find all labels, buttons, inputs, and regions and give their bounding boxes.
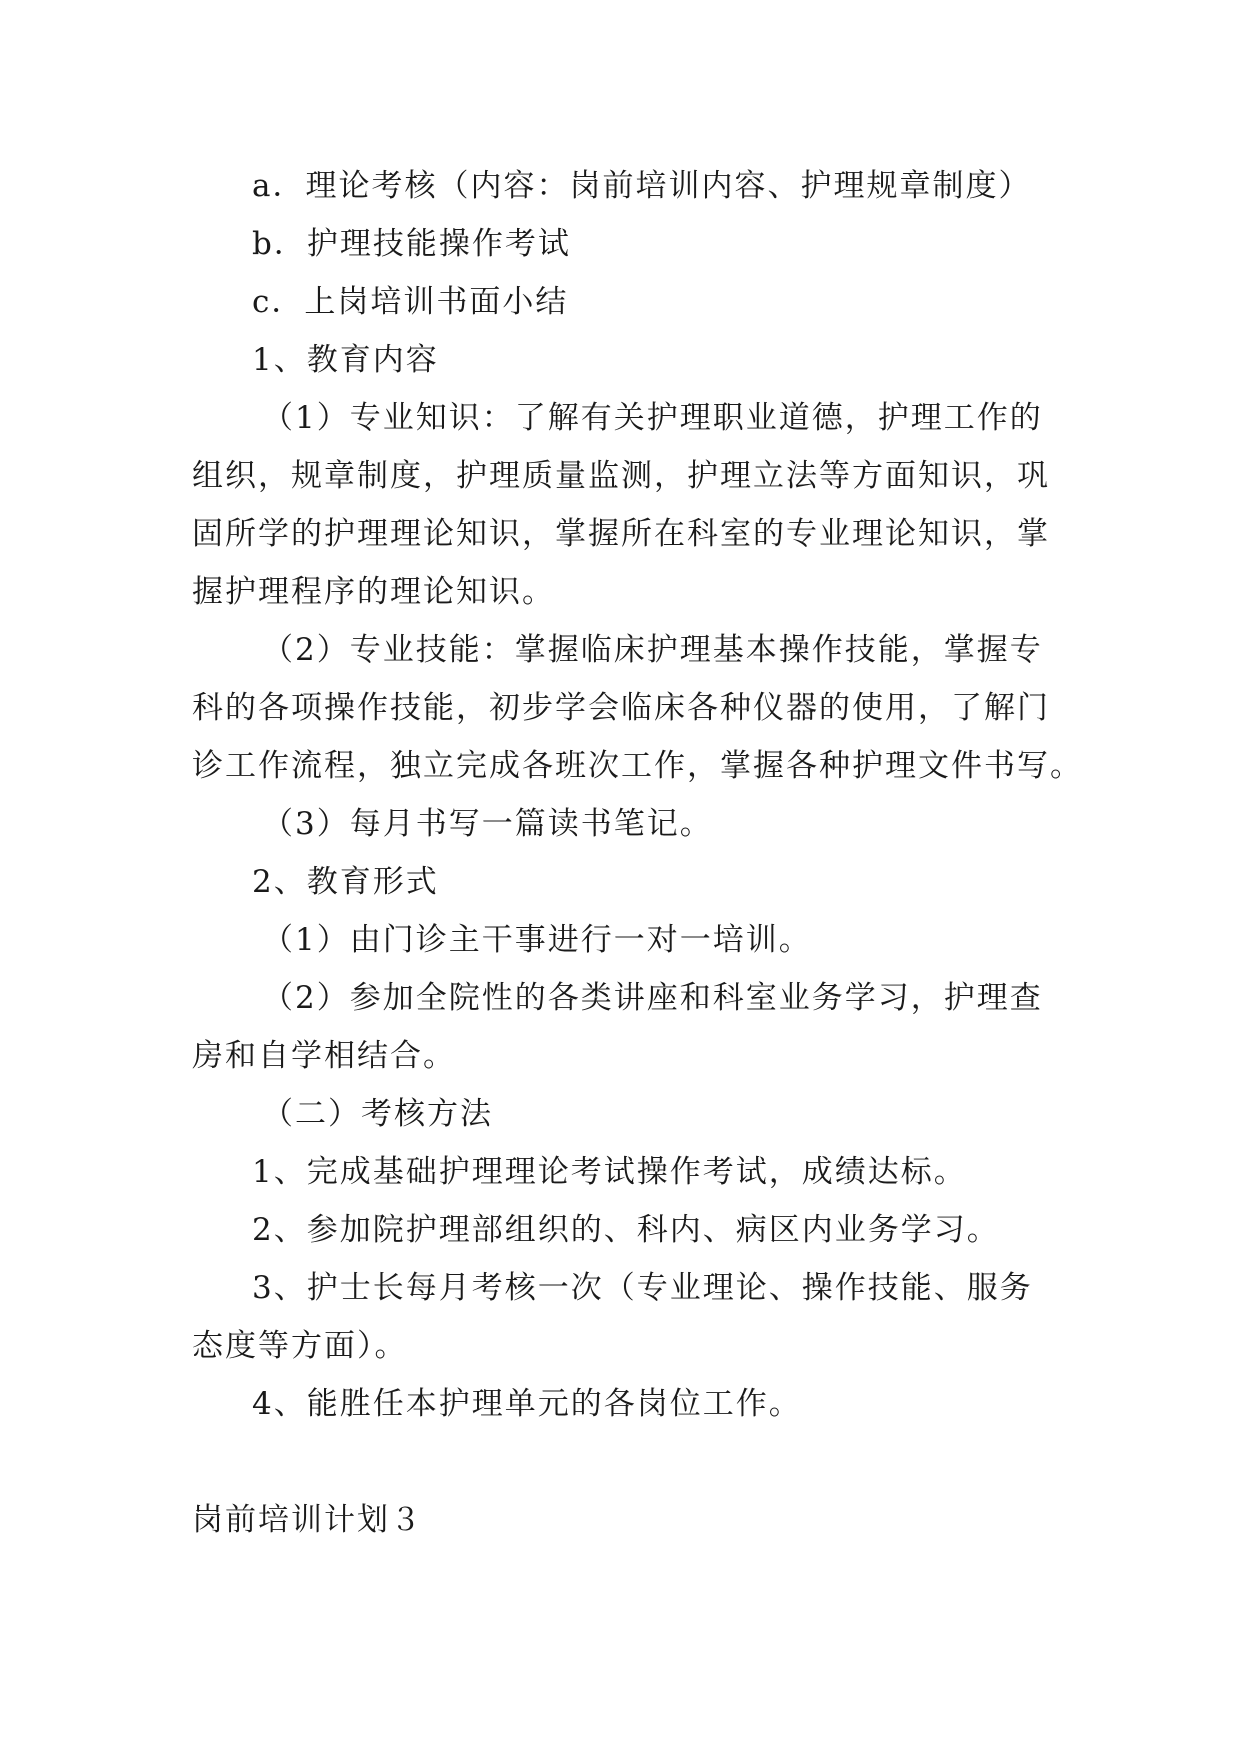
text-line-professional-skills-2: 科的各项操作技能，初步学会临床各种仪器的使用，了解门 [192, 690, 1050, 726]
text-line-reading-notes: （3）每月书写一篇读书笔记。 [262, 806, 713, 842]
heading-education-form: 2、教育形式 [252, 864, 439, 900]
text-line-assessment-1: 1、完成基础护理理论考试操作考试，成绩达标。 [252, 1154, 967, 1190]
text-line-assessment-4: 4、能胜任本护理单元的各岗位工作。 [252, 1386, 802, 1422]
text-line-professional-skills-3: 诊工作流程，独立完成各班次工作，掌握各种护理文件书写。 [192, 748, 1083, 784]
text-line-skill-exam: b．护理技能操作考试 [252, 226, 571, 262]
section-title: 岗前培训计划３ [192, 1502, 423, 1538]
text-line-professional-knowledge-4: 握护理程序的理论知识。 [192, 574, 555, 610]
text-line-assessment-3b: 态度等方面）。 [192, 1328, 408, 1364]
text-line-professional-knowledge-3: 固所学的护理理论知识，掌握所在科室的专业理论知识，掌 [192, 516, 1050, 552]
text-line-professional-knowledge-2: 组织，规章制度，护理质量监测，护理立法等方面知识，巩 [192, 458, 1050, 494]
heading-education-content: 1、教育内容 [252, 342, 439, 378]
text-line-one-on-one-training: （1）由门诊主干事进行一对一培训。 [262, 922, 812, 958]
text-line-theory-exam: a．理论考核（内容：岗前培训内容、护理规章制度） [252, 168, 1032, 204]
text-line-assessment-3a: 3、护士长每月考核一次（专业理论、操作技能、服务 [252, 1270, 1033, 1306]
text-line-professional-skills-1: （2）专业技能：掌握临床护理基本操作技能，掌握专 [262, 632, 1043, 668]
text-line-written-summary: c．上岗培训书面小结 [252, 284, 569, 320]
text-line-lectures-1: （2）参加全院性的各类讲座和科室业务学习，护理查 [262, 980, 1043, 1016]
text-line-lectures-2: 房和自学相结合。 [192, 1038, 456, 1074]
heading-assessment-method: （二）考核方法 [262, 1096, 493, 1132]
text-line-professional-knowledge-1: （1）专业知识：了解有关护理职业道德，护理工作的 [262, 400, 1043, 436]
text-line-assessment-2: 2、参加院护理部组织的、科内、病区内业务学习。 [252, 1212, 1000, 1248]
